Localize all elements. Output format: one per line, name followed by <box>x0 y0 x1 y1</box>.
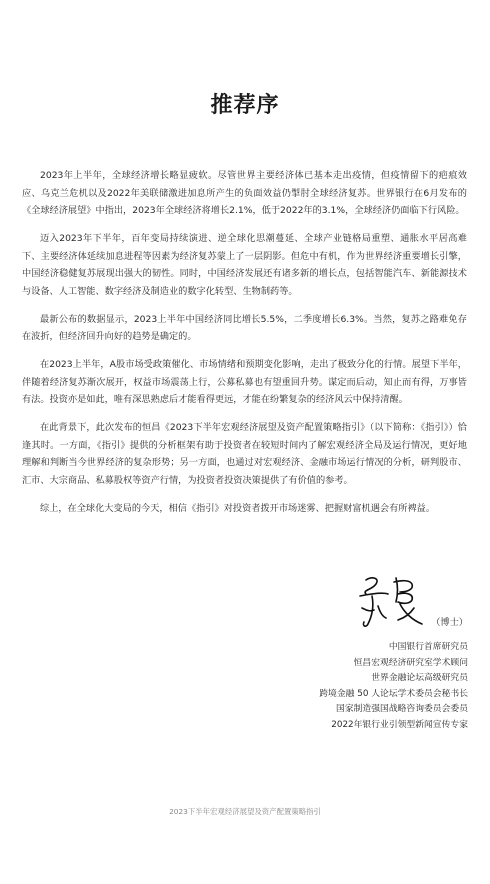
author-title-line: 国家制造强国战略咨询委员会委员 <box>336 704 468 714</box>
paragraph-4: 在2023上半年，A股市场受政策催化、市场情绪和预期变化影响，走出了极致分化的行情。展望下半年，伴随着经济复苏渐次展开，权益市场震荡上行，公募私募也有望重回升势。谋定而后动，知止而有得，万事皆有法。投资亦是如此，唯有深思熟虑后才能看得更远，才能在纷繁复杂的经济风云中保持清醒。 <box>22 359 467 405</box>
paragraph-3: 最新公布的数据显示，2023上半年中国经济同比增长5.5%，二季度增长6.3%。当然，复苏之路难免存在波折，但经济回升向好的趋势是确定的。 <box>22 313 467 342</box>
signature-block <box>172 570 472 630</box>
author-title-line: 跨境金融 50 人论坛学术委员会秘书长 <box>319 688 468 699</box>
page-footer: 2023下半年宏观经济展望及资产配置策略指引 <box>169 807 321 816</box>
author-titles <box>319 640 468 733</box>
paragraph-2: 迈入2023年下半年，百年变局持续演进、逆全球化思潮蔓延、全球产业链格局重塑、通胀水平居高难下、主要经济体延续加息进程等因素为经济复苏蒙上了一层阴影。但危中有机，作为世界经济重要增长引擎，中国经济稳健复苏展现出强大的韧性。同时，中国经济发展还有诸多新的增长点，包括智能汽车、新能源技术与设备、人工智能、数字经济及制造业的数字化转型、生物制药等。 <box>22 233 467 297</box>
handwritten-signature <box>352 572 432 634</box>
paragraph-6: 综上，在全球化大变局的今天，相信《指引》对投资者拨开市场迷雾、把握财富机遇会有所裨益。 <box>40 502 436 514</box>
author-title-line: 世界金融论坛高级研究员 <box>371 673 468 683</box>
author-title-line: 恒昌宏观经济研究室学术顾问 <box>353 657 468 668</box>
preface-body <box>22 167 467 528</box>
paragraph-1: 2023年上半年，全球经济增长略显疲软。尽管世界主要经济体已基本走出疫情，但疫情留下的疤痕效应、乌克兰危机以及2022年美联储激进加息所产生的负面效益仍掣肘全球经济复苏。世界银行在6月发布的《全球经济展望》中指出，2023年全球经济将增长2.1%，低于2022年的3.1%，全球经济仍面临下行风险。 <box>22 170 467 216</box>
author-title-line: 2022年银行业引领型新闻宣传专家 <box>331 719 468 730</box>
honorific-label: （博士） <box>431 617 468 628</box>
page-title: 推荐序 <box>210 93 280 118</box>
author-title-line: 中国银行首席研究员 <box>388 642 468 652</box>
paragraph-5: 在此背景下，此次发布的恒昌《2023下半年宏观经济展望及资产配置策略指引》（以下简称：《指引》）恰逢其时。一方面，《指引》提供的分析框架有助于投资者在较短时间内了解宏观经济全局及运行情况，更好地理解和判断当今世界经济的复杂形势；另一方面，也通过对宏观经济、金融市场运行情况的分析，研判股市、汇市、大宗商品、私募股权等资产行情，为投资者投资决策提供了有价值的参考。 <box>22 422 467 486</box>
